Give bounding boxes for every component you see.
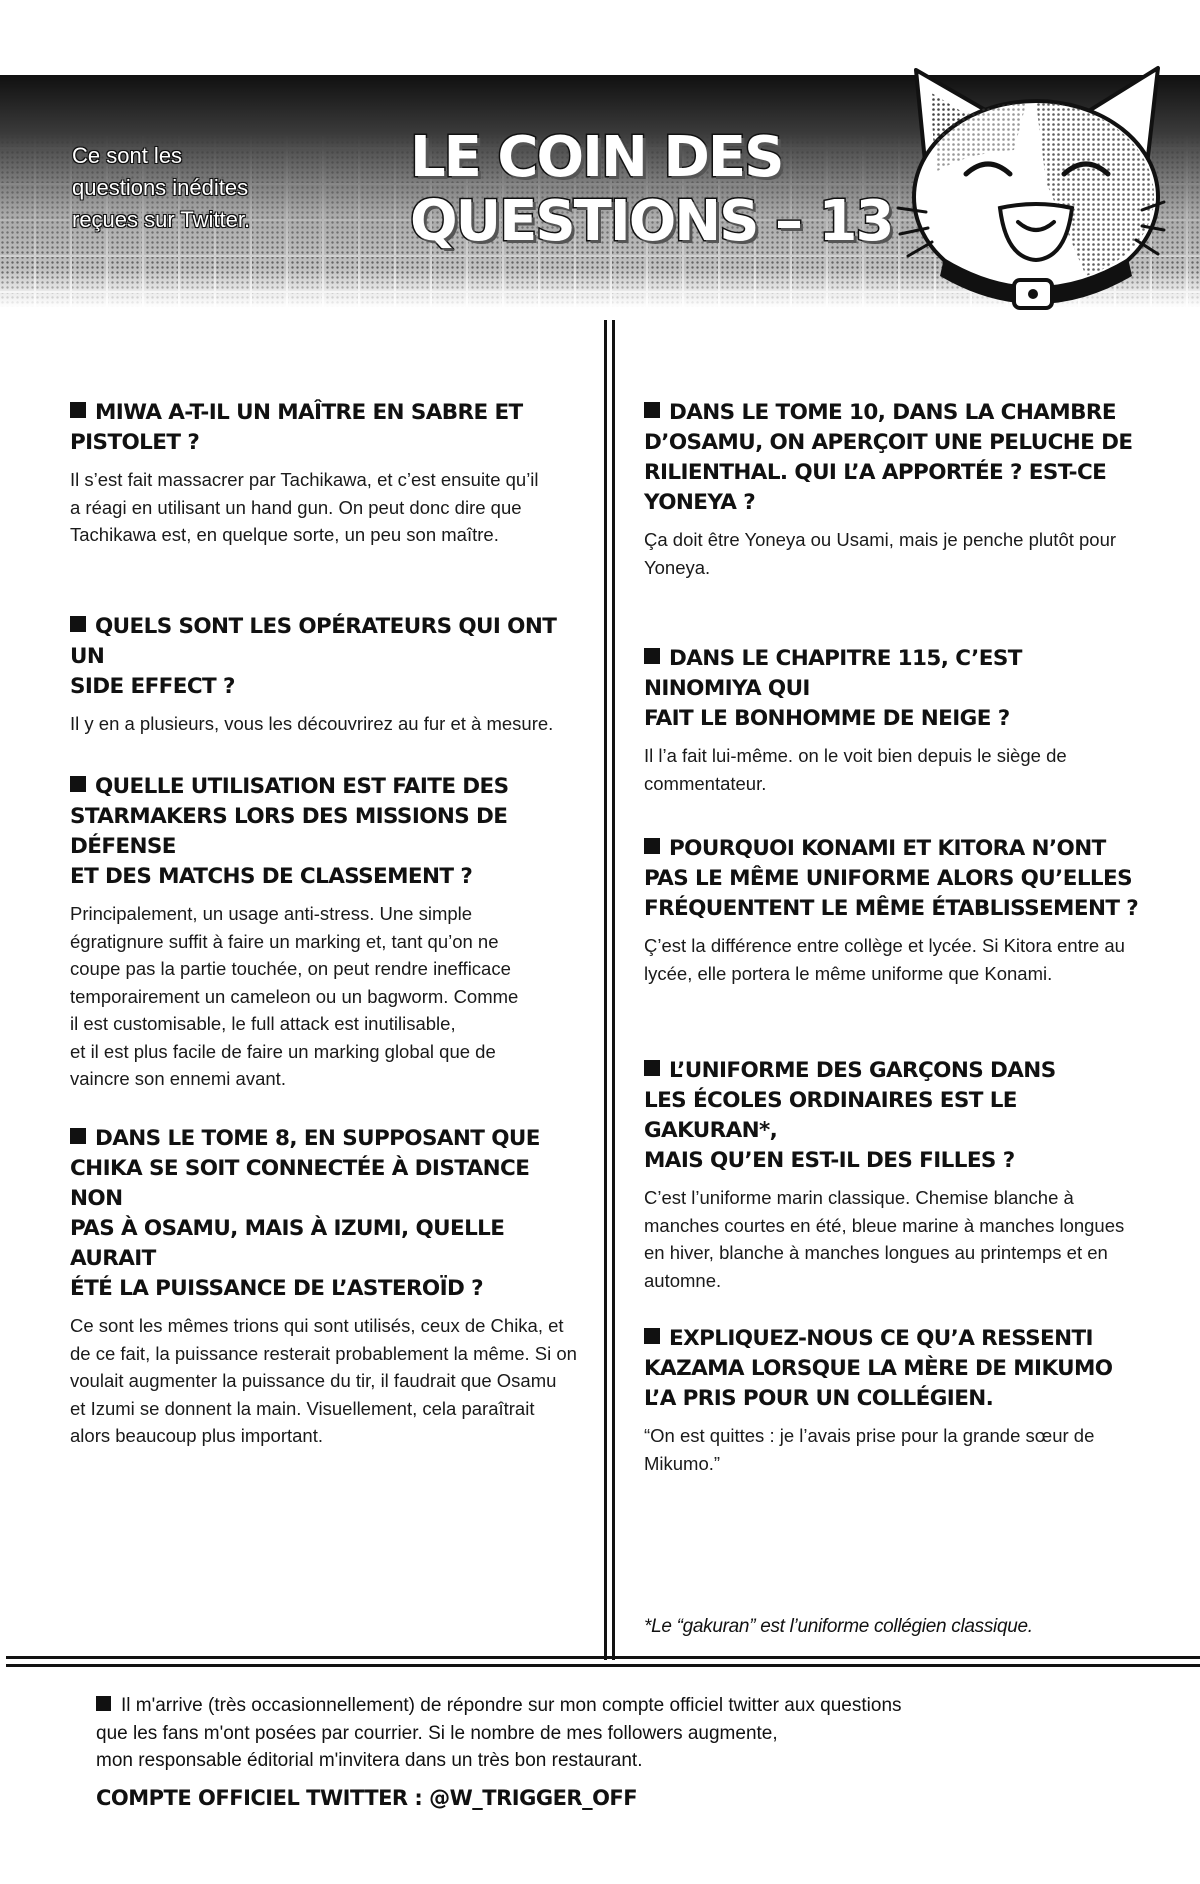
question [644,644,1144,734]
square-bullet-icon [644,1328,660,1344]
question [70,1124,580,1304]
square-bullet-icon [644,402,660,418]
question-text: DANS LE CHAPITRE 115, C’EST NINOMIYA QUI FAIT LE BONHOMME DE NEIGE ? [644,646,1022,731]
answer: C’est l’uniforme marin classique. Chemise blanche à manches courtes en été, bleue marine à manches longues en hiver, blanche à manches longues au printemps et en automne. [644,1187,1125,1291]
section-divider [6,1656,1200,1659]
qa-item [644,644,1144,797]
question [70,772,580,892]
question-text: QUELLE UTILISATION EST FAITE DES STARMAKERS LORS DES MISSIONS DE DÉFENSE ET DES MATCHS DE CLASSEMENT ? [70,774,509,889]
intro-line: questions inédites [72,175,249,200]
square-bullet-icon [70,776,86,792]
section-divider [6,1664,1200,1667]
qa-item [70,612,580,738]
question [644,1324,1144,1414]
answer: Ce sont les mêmes trions qui sont utilisés, ceux de Chika, et de ce fait, la puissance resterait probablement la même. Si on voulait augmenter la puissance du tir, il faudrait que Osamu et Izumi se donnent la main. Visuellement, cela paraîtrait alors beaucoup plus important. [70,1315,577,1446]
intro-line: reçues sur Twitter. [72,207,251,232]
answer: Ça doit être Yoneya ou Usami, mais je penche plutôt pour Yoneya. [644,529,1117,578]
intro-line: Ce sont les [72,143,183,168]
question-text: L’UNIFORME DES GARÇONS DANS LES ÉCOLES ORDINAIRES EST LE GAKURAN*, MAIS QU’EN EST-IL DES FILLES ? [644,1058,1056,1173]
question-text: EXPLIQUEZ-NOUS CE QU’A RESSENTI KAZAMA LORSQUE LA MÈRE DE MIKUMO L’A PRIS POUR UN COLLÉGIEN. [644,1326,1113,1411]
title-line: LE COIN DES [410,125,783,190]
question [70,398,580,458]
header-intro [72,140,292,236]
square-bullet-icon [644,838,660,854]
footer-note [96,1692,1096,1775]
square-bullet-icon [644,1060,660,1076]
column-divider [604,320,607,1660]
qa-item [644,834,1144,987]
question-text: POURQUOI KONAMI ET KITORA N’ONT PAS LE MÊME UNIFORME ALORS QU’ELLES FRÉQUENTENT LE MÊME ÉTABLISSEMENT ? [644,836,1139,921]
question-text: DANS LE TOME 8, EN SUPPOSANT QUE CHIKA SE SOIT CONNECTÉE À DISTANCE NON PAS À OSAMU, MAIS À IZUMI, QUELLE AURAIT ÉTÉ LA PUISSANCE DE L’ASTEROÏD ? [70,1126,540,1301]
square-bullet-icon [96,1696,111,1711]
twitter-account: COMPTE OFFICIEL TWITTER : @W_TRIGGER_OFF [96,1786,638,1810]
qa-item [644,1324,1144,1477]
footnote: *Le “gakuran” est l’uniforme collégien classique. [644,1616,1033,1637]
question [644,398,1144,518]
page-title [410,126,892,254]
square-bullet-icon [70,1128,86,1144]
column-divider [612,320,615,1660]
qa-item [70,772,580,1093]
question-text: DANS LE TOME 10, DANS LA CHAMBRE D’OSAMU, ON APERÇOIT UNE PELUCHE DE RILIENTHAL. QUI L’A APPORTÉE ? EST-CE YONEYA ? [644,400,1133,515]
square-bullet-icon [70,402,86,418]
answer: “On est quittes : je l’avais prise pour la grande sœur de Mikumo.” [644,1425,1095,1474]
square-bullet-icon [70,616,86,632]
footer-note-text: Il m'arrive (très occasionnellement) de répondre sur mon compte officiel twitter aux questions que les fans m'ont posées par courrier. Si le nombre de mes followers augmente, mon responsable éditorial m'invitera dans un très bon restaurant. [96,1695,902,1771]
qa-item [70,398,580,549]
qa-item [70,1124,580,1450]
answer: Il y en a plusieurs, vous les découvrirez au fur et à mesure. [70,713,554,734]
title-line: QUESTIONS – 13 [410,189,893,254]
question [70,612,580,702]
question [644,834,1144,924]
square-bullet-icon [644,648,660,664]
qa-item [644,398,1144,581]
question [644,1056,1144,1176]
question-text: MIWA A-T-IL UN MAÎTRE EN SABRE ET PISTOLET ? [70,400,523,455]
answer: Il l’a fait lui-même. on le voit bien depuis le siège de commentateur. [644,745,1067,794]
qa-item [644,1056,1144,1294]
answer: Ç’est la différence entre collège et lycée. Si Kitora entre au lycée, elle portera le même uniforme que Konami. [644,935,1125,984]
question-text: QUELS SONT LES OPÉRATEURS QUI ONT UN SIDE EFFECT ? [70,614,557,699]
cat-mascot-icon [896,62,1166,324]
answer: Il s’est fait massacrer par Tachikawa, et c’est ensuite qu’il a réagi en utilisant un hand gun. On peut donc dire que Tachikawa est, en quelque sorte, un peu son maître. [70,469,539,545]
answer: Principalement, un usage anti-stress. Une simple égratignure suffit à faire un marking et, tant qu’on ne coupe pas la partie touchée, on peut rendre inefficace temporairement un cameleon ou un bagworm. Comme il est customisable, le full attack est inutilisable, et il est plus facile de faire un marking global que de vaincre son ennemi avant. [70,903,519,1089]
